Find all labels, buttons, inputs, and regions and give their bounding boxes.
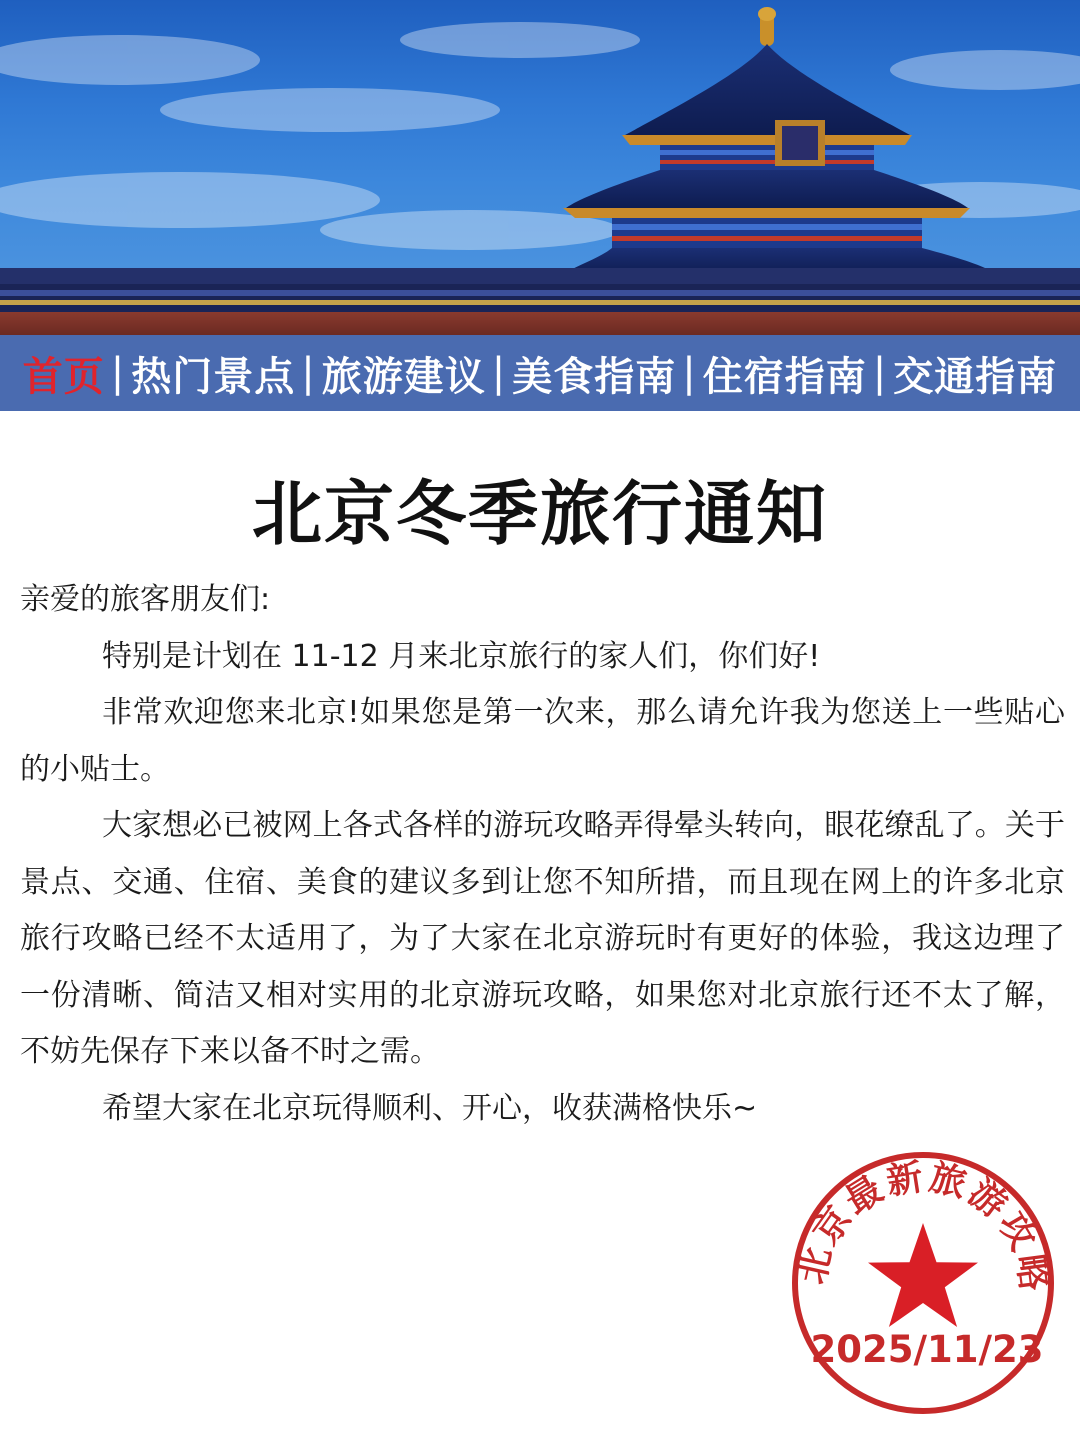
nav-separator: |: [872, 350, 888, 396]
star-icon: [868, 1223, 978, 1327]
banner-image: [0, 0, 1080, 335]
paragraph: 非常欢迎您来北京!如果您是第一次来，那么请允许我为您送上一些贴心的小贴士。: [20, 695, 1065, 787]
nav-separator: |: [301, 350, 316, 396]
nav-hot-attractions[interactable]: 热门景点: [131, 353, 296, 400]
nav-separator: |: [491, 350, 507, 396]
nav-travel-tips[interactable]: 旅游建议: [321, 353, 486, 400]
roof-tiles: [0, 268, 1080, 335]
notice-body: [20, 572, 1065, 1137]
page-title: 北京冬季旅行通知: [252, 473, 828, 555]
official-seal: [785, 1138, 1055, 1418]
paragraph: 大家想必已被网上各式各样的游玩攻略弄得晕头转向，眼花缭乱了。关于景点、交通、住宿、美食的建议多到让您不知所措，而且现在网上的许多北京旅行攻略已经不太适用了，为了大家在北京游玩时有更好的体验，我这边理了一份清晰、简洁又相对实用的北京游玩攻略，如果您对北京旅行还不太了解，不妨先保存下来以备不时之需。: [20, 808, 1065, 1069]
seal-text: 北京最新旅游攻略: [791, 1156, 1055, 1296]
nav-separator: |: [682, 350, 697, 396]
greeting: 亲爱的旅客朋友们:: [20, 582, 271, 617]
paragraph: 希望大家在北京玩得顺利、开心，收获满格快乐~: [102, 1090, 758, 1126]
top-nav: [0, 335, 1080, 411]
nav-lodging-guide[interactable]: 住宿指南: [702, 353, 867, 400]
nav-food-guide[interactable]: 美食指南: [512, 353, 677, 400]
seal-date: 2025/11/23: [810, 1328, 1044, 1371]
seal-graphic: [785, 1138, 1055, 1418]
paragraph: 特别是计划在 11-12 月来北京旅行的家人们，你们好!: [102, 638, 821, 674]
temple-of-heaven-illustration: [0, 0, 1080, 335]
nav-transport-guide[interactable]: 交通指南: [893, 353, 1058, 400]
nav-separator: |: [110, 350, 126, 396]
nav-home[interactable]: 首页: [22, 353, 105, 400]
